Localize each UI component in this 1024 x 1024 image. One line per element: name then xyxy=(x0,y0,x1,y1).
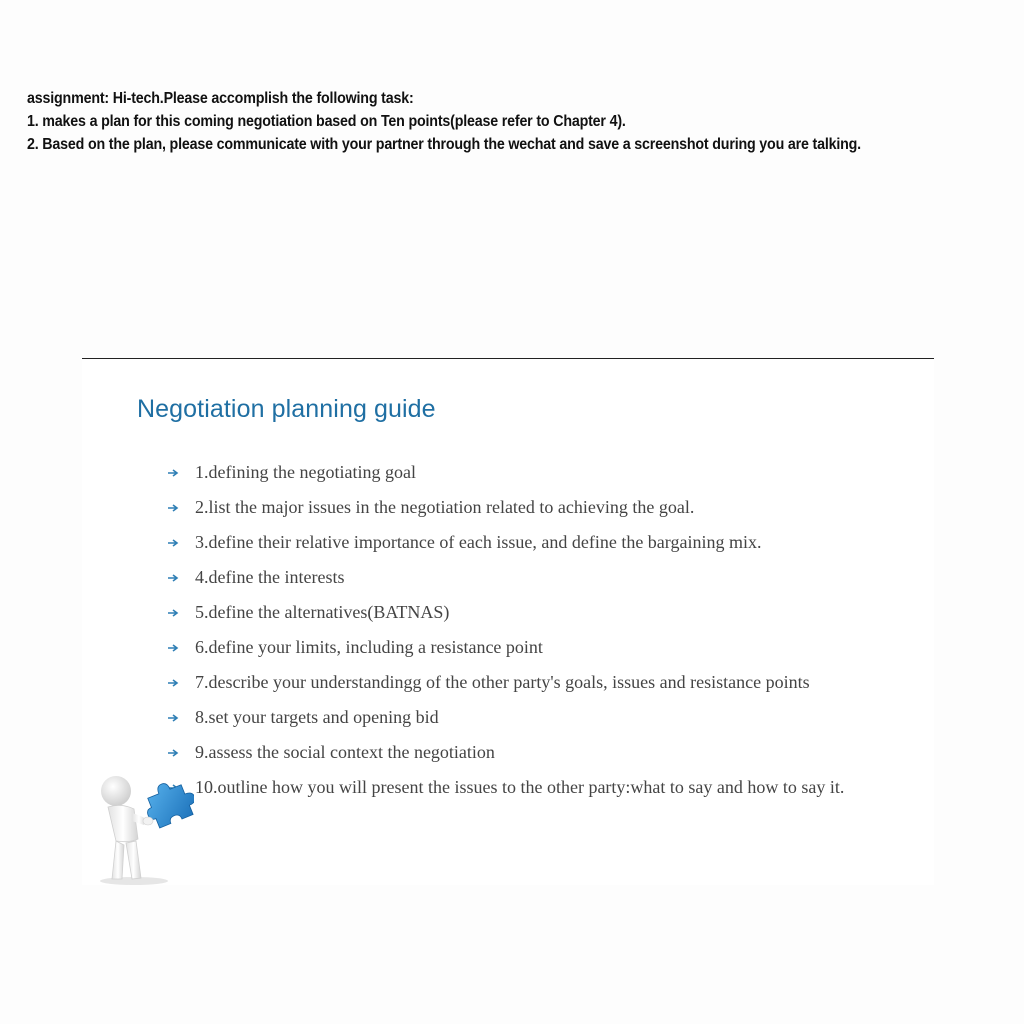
list-item xyxy=(167,634,907,660)
arrow-bullet-icon xyxy=(167,644,181,652)
arrow-bullet-icon xyxy=(167,574,181,582)
list-item-text: 9.assess the social context the negotiation xyxy=(195,742,495,762)
list-item-text: 5.define the alternatives(BATNAS) xyxy=(195,602,450,622)
list-item xyxy=(167,669,907,695)
slide-title: Negotiation planning guide xyxy=(137,395,436,423)
list-item xyxy=(167,494,907,520)
list-item xyxy=(167,564,907,590)
person-holding-puzzle-piece-icon xyxy=(94,769,194,885)
list-item-text: 10.outline how you will present the issues to the other party:what to say and how to say it. xyxy=(195,777,845,797)
list-item xyxy=(167,704,907,730)
arrow-bullet-icon xyxy=(167,749,181,757)
list-item-text: 8.set your targets and opening bid xyxy=(195,707,439,727)
list-item xyxy=(167,739,907,765)
list-item xyxy=(167,459,907,485)
list-item-text: 3.define their relative importance of each issue, and define the bargaining mix. xyxy=(195,532,762,552)
assignment-text xyxy=(27,87,938,156)
arrow-bullet-icon xyxy=(167,469,181,477)
assignment-line-task-1: 1. makes a plan for this coming negotiation based on Ten points(please refer to Chapter 4). xyxy=(27,113,626,130)
arrow-bullet-icon xyxy=(167,609,181,617)
list-item-text: 4.define the interests xyxy=(195,567,345,587)
list-item-text: 1.defining the negotiating goal xyxy=(195,462,416,482)
list-item xyxy=(167,529,907,555)
list-item xyxy=(167,599,907,625)
assignment-line-task-2: 2. Based on the plan, please communicate with your partner through the wechat and save a screenshot during you are talking. xyxy=(27,136,861,153)
list-item-text: 7.describe your understandingg of the other party's goals, issues and resistance points xyxy=(195,672,810,692)
arrow-bullet-icon xyxy=(167,504,181,512)
assignment-line-intro: assignment: Hi-tech.Please accomplish the following task: xyxy=(27,90,414,107)
slide-image xyxy=(82,358,934,885)
planning-guide-list xyxy=(167,459,907,809)
arrow-bullet-icon xyxy=(167,679,181,687)
arrow-bullet-icon xyxy=(167,539,181,547)
list-item xyxy=(167,774,907,800)
arrow-bullet-icon xyxy=(167,714,181,722)
list-item-text: 2.list the major issues in the negotiation related to achieving the goal. xyxy=(195,497,695,517)
list-item-text: 6.define your limits, including a resistance point xyxy=(195,637,543,657)
